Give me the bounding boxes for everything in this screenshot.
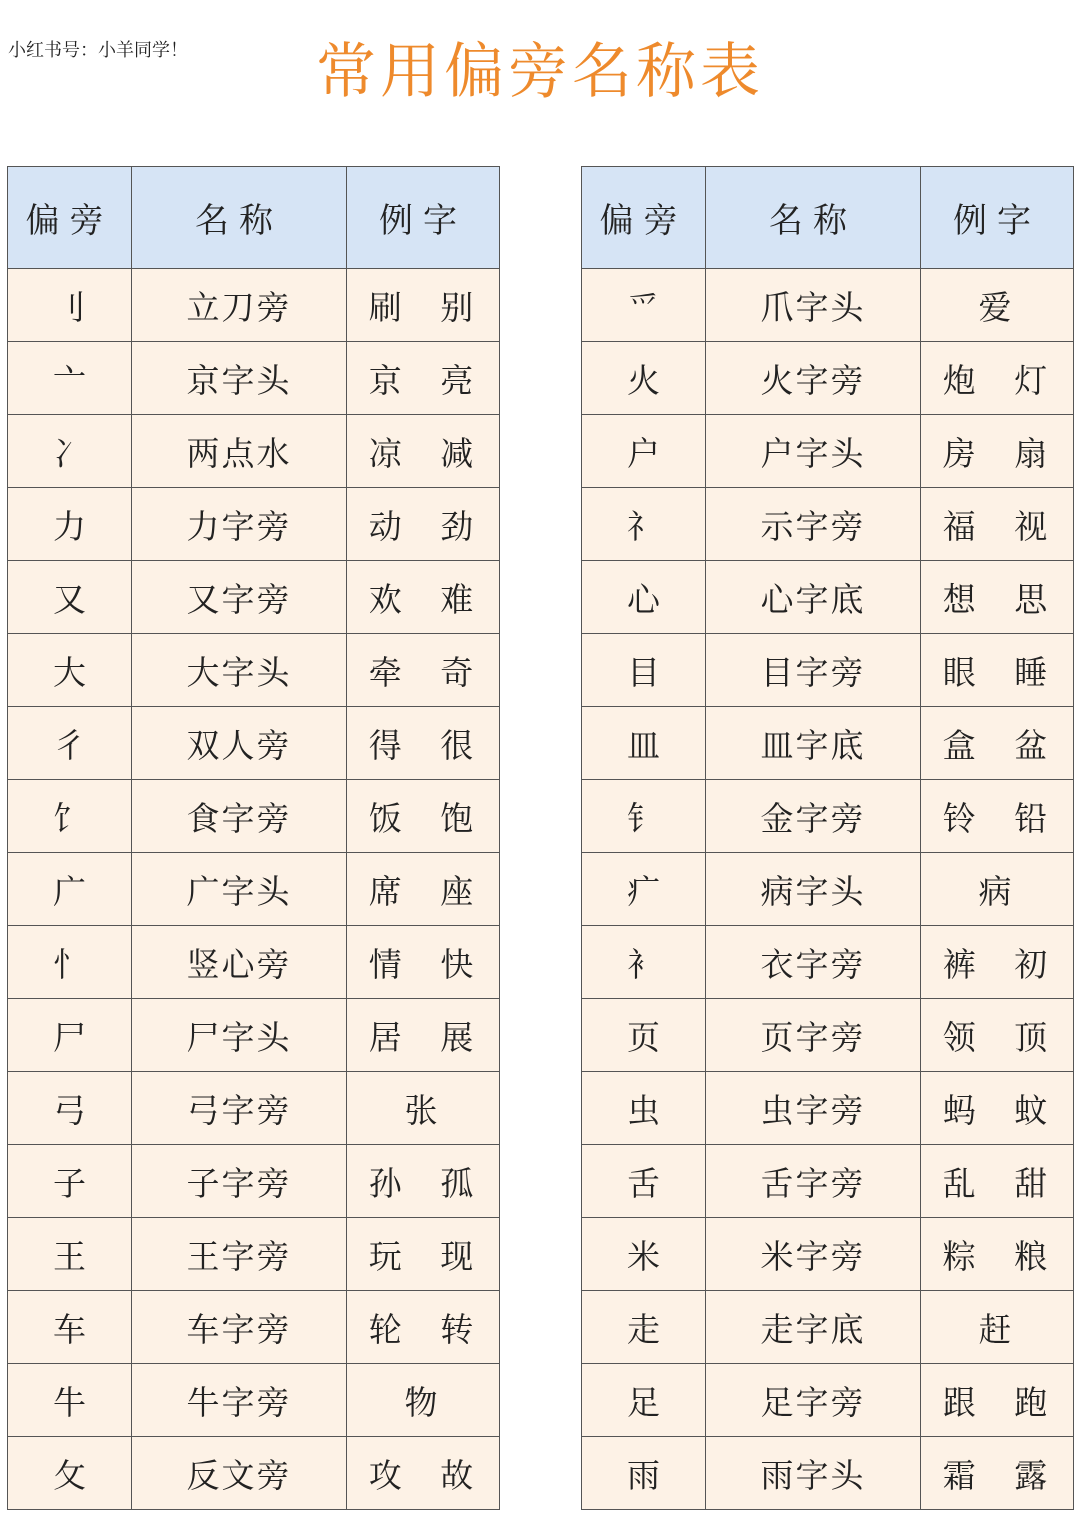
- radical-name-cell: 弓字旁: [132, 1072, 347, 1145]
- radical-cell: 舌: [582, 1145, 706, 1218]
- radical-cell: 刂: [8, 269, 132, 342]
- table-row: [582, 853, 1074, 926]
- radical-cell: 爫: [582, 269, 706, 342]
- radical-cell: 户: [582, 415, 706, 488]
- header-name: 名称: [132, 167, 347, 269]
- example-chars-cell: 牵 奇: [347, 634, 500, 707]
- radical-cell: 雨: [582, 1437, 706, 1510]
- radical-name-cell: 牛字旁: [132, 1364, 347, 1437]
- radical-name-cell: 户字头: [706, 415, 921, 488]
- example-chars-cell: 凉 减: [347, 415, 500, 488]
- radical-name-cell: 衣字旁: [706, 926, 921, 999]
- radical-name-cell: 大字头: [132, 634, 347, 707]
- table-row: [8, 999, 500, 1072]
- radical-name-cell: 走字底: [706, 1291, 921, 1364]
- table-row: [8, 1291, 500, 1364]
- header-radical: 偏旁: [582, 167, 706, 269]
- example-chars-cell: 席 座: [347, 853, 500, 926]
- example-chars-cell: 张: [347, 1072, 500, 1145]
- example-chars-cell: 蚂 蚊: [921, 1072, 1074, 1145]
- radical-name-cell: 金字旁: [706, 780, 921, 853]
- radical-table-left: [7, 166, 500, 1510]
- example-chars-cell: 乱 甜: [921, 1145, 1074, 1218]
- radical-cell: 又: [8, 561, 132, 634]
- radical-cell: 亠: [8, 342, 132, 415]
- table-row: [8, 926, 500, 999]
- radical-cell: 广: [8, 853, 132, 926]
- example-chars-cell: 赶: [921, 1291, 1074, 1364]
- table-row: [8, 1364, 500, 1437]
- radical-cell: 走: [582, 1291, 706, 1364]
- radical-cell: 礻: [582, 488, 706, 561]
- radical-name-cell: 雨字头: [706, 1437, 921, 1510]
- table-row: [582, 634, 1074, 707]
- radical-cell: 彳: [8, 707, 132, 780]
- table-row: [8, 1145, 500, 1218]
- table-row: [582, 1437, 1074, 1510]
- example-chars-cell: 粽 粮: [921, 1218, 1074, 1291]
- table-row: [582, 999, 1074, 1072]
- example-chars-cell: 盒 盆: [921, 707, 1074, 780]
- radical-name-cell: 竖心旁: [132, 926, 347, 999]
- radical-cell: 足: [582, 1364, 706, 1437]
- radical-cell: 米: [582, 1218, 706, 1291]
- radical-cell: 冫: [8, 415, 132, 488]
- example-chars-cell: 攻 故: [347, 1437, 500, 1510]
- table-row: [582, 1218, 1074, 1291]
- table-row: [582, 415, 1074, 488]
- radical-name-cell: 两点水: [132, 415, 347, 488]
- radical-name-cell: 食字旁: [132, 780, 347, 853]
- radical-name-cell: 爪字头: [706, 269, 921, 342]
- table-row: [8, 853, 500, 926]
- radical-name-cell: 示字旁: [706, 488, 921, 561]
- example-chars-cell: 物: [347, 1364, 500, 1437]
- radical-name-cell: 火字旁: [706, 342, 921, 415]
- radical-name-cell: 舌字旁: [706, 1145, 921, 1218]
- example-chars-cell: 欢 难: [347, 561, 500, 634]
- table-row: [8, 707, 500, 780]
- radical-name-cell: 足字旁: [706, 1364, 921, 1437]
- radical-name-cell: 王字旁: [132, 1218, 347, 1291]
- radical-cell: 虫: [582, 1072, 706, 1145]
- radical-cell: 火: [582, 342, 706, 415]
- example-chars-cell: 霜 露: [921, 1437, 1074, 1510]
- header-examples: 例字: [347, 167, 500, 269]
- example-chars-cell: 孙 孤: [347, 1145, 500, 1218]
- table-row: [8, 1072, 500, 1145]
- radical-name-cell: 目字旁: [706, 634, 921, 707]
- table-row: [582, 342, 1074, 415]
- table-row: [8, 415, 500, 488]
- radical-name-cell: 米字旁: [706, 1218, 921, 1291]
- radical-cell: 尸: [8, 999, 132, 1072]
- radical-name-cell: 车字旁: [132, 1291, 347, 1364]
- radical-name-cell: 京字头: [132, 342, 347, 415]
- radical-cell: 心: [582, 561, 706, 634]
- example-chars-cell: 京 亮: [347, 342, 500, 415]
- example-chars-cell: 跟 跑: [921, 1364, 1074, 1437]
- radical-name-cell: 双人旁: [132, 707, 347, 780]
- example-chars-cell: 得 很: [347, 707, 500, 780]
- example-chars-cell: 轮 转: [347, 1291, 500, 1364]
- table-row: [582, 1145, 1074, 1218]
- radical-cell: 目: [582, 634, 706, 707]
- radical-cell: 弓: [8, 1072, 132, 1145]
- table-row: [582, 269, 1074, 342]
- table-header-row: [582, 167, 1074, 269]
- example-chars-cell: 爱: [921, 269, 1074, 342]
- radical-cell: 疒: [582, 853, 706, 926]
- radical-cell: 忄: [8, 926, 132, 999]
- example-chars-cell: 铃 铅: [921, 780, 1074, 853]
- radical-name-cell: 反文旁: [132, 1437, 347, 1510]
- table-header-row: [8, 167, 500, 269]
- table-row: [8, 1218, 500, 1291]
- radical-cell: 皿: [582, 707, 706, 780]
- radical-cell: 力: [8, 488, 132, 561]
- radical-name-cell: 子字旁: [132, 1145, 347, 1218]
- example-chars-cell: 刷 别: [347, 269, 500, 342]
- radical-name-cell: 虫字旁: [706, 1072, 921, 1145]
- example-chars-cell: 裤 初: [921, 926, 1074, 999]
- table-row: [582, 1291, 1074, 1364]
- radical-name-cell: 病字头: [706, 853, 921, 926]
- example-chars-cell: 房 扇: [921, 415, 1074, 488]
- radical-name-cell: 广字头: [132, 853, 347, 926]
- radical-cell: 牛: [8, 1364, 132, 1437]
- page-title: 常用偏旁名称表: [316, 37, 764, 107]
- radical-cell: 大: [8, 634, 132, 707]
- table-row: [8, 269, 500, 342]
- example-chars-cell: 福 视: [921, 488, 1074, 561]
- header-radical: 偏旁: [8, 167, 132, 269]
- table-row: [8, 561, 500, 634]
- radical-name-cell: 又字旁: [132, 561, 347, 634]
- example-chars-cell: 想 思: [921, 561, 1074, 634]
- radical-cell: 衤: [582, 926, 706, 999]
- table-row: [8, 780, 500, 853]
- table-row: [582, 926, 1074, 999]
- table-row: [8, 488, 500, 561]
- radical-name-cell: 心字底: [706, 561, 921, 634]
- radical-cell: 王: [8, 1218, 132, 1291]
- radical-name-cell: 力字旁: [132, 488, 347, 561]
- table-row: [8, 1437, 500, 1510]
- radical-name-cell: 页字旁: [706, 999, 921, 1072]
- example-chars-cell: 炮 灯: [921, 342, 1074, 415]
- table-row: [582, 488, 1074, 561]
- radical-cell: 攵: [8, 1437, 132, 1510]
- table-row: [582, 780, 1074, 853]
- example-chars-cell: 动 劲: [347, 488, 500, 561]
- radical-table-right: [581, 166, 1074, 1510]
- table-row: [582, 561, 1074, 634]
- table-row: [582, 1072, 1074, 1145]
- radical-name-cell: 尸字头: [132, 999, 347, 1072]
- example-chars-cell: 饭 饱: [347, 780, 500, 853]
- table-row: [582, 707, 1074, 780]
- example-chars-cell: 情 快: [347, 926, 500, 999]
- radical-name-cell: 立刀旁: [132, 269, 347, 342]
- example-chars-cell: 居 展: [347, 999, 500, 1072]
- radical-cell: 车: [8, 1291, 132, 1364]
- radical-cell: 饣: [8, 780, 132, 853]
- radical-name-cell: 皿字底: [706, 707, 921, 780]
- table-row: [582, 1364, 1074, 1437]
- example-chars-cell: 病: [921, 853, 1074, 926]
- radical-cell: 页: [582, 999, 706, 1072]
- radical-cell: 子: [8, 1145, 132, 1218]
- example-chars-cell: 玩 现: [347, 1218, 500, 1291]
- header-examples: 例字: [921, 167, 1074, 269]
- header-name: 名称: [706, 167, 921, 269]
- table-row: [8, 634, 500, 707]
- radical-cell: 钅: [582, 780, 706, 853]
- example-chars-cell: 眼 睡: [921, 634, 1074, 707]
- table-row: [8, 342, 500, 415]
- example-chars-cell: 领 顶: [921, 999, 1074, 1072]
- watermark-text: 小红书号：小羊同学！: [8, 40, 188, 61]
